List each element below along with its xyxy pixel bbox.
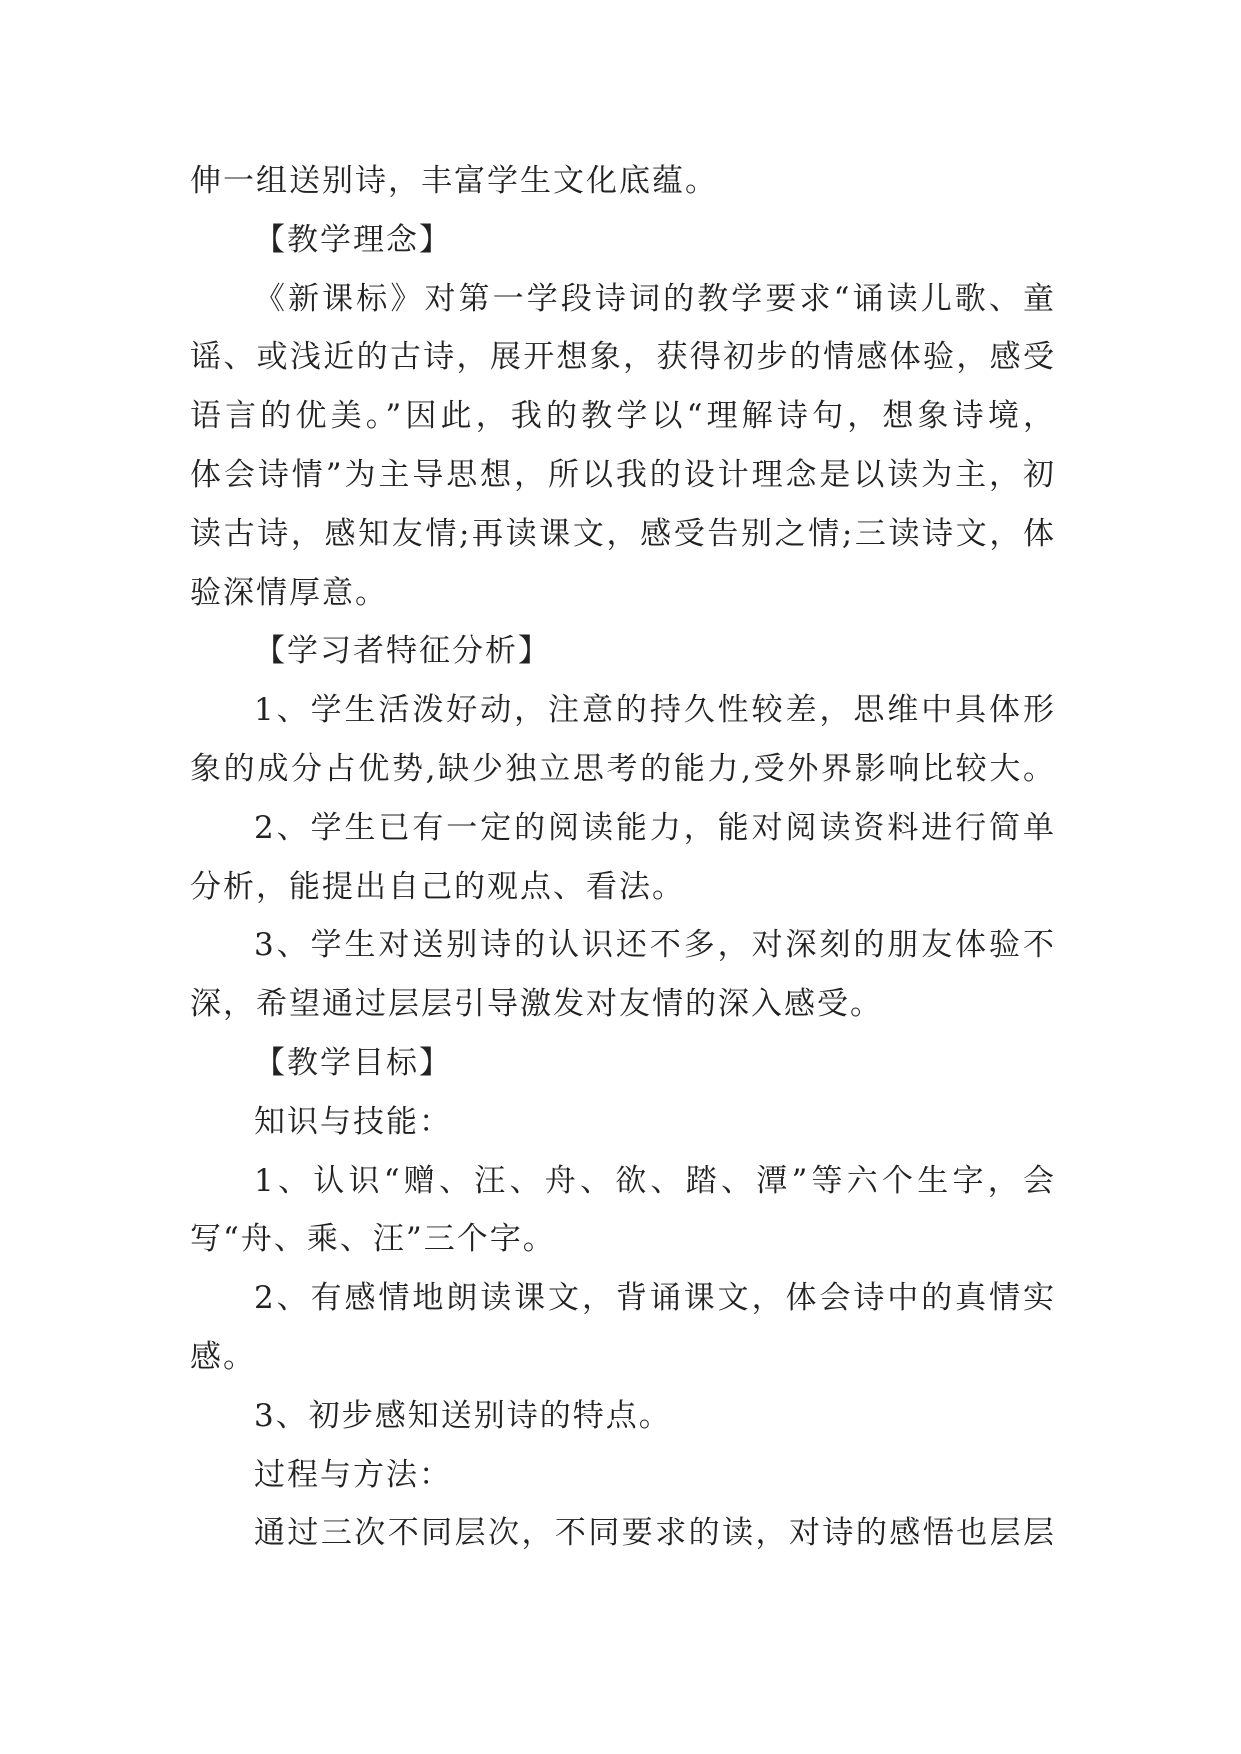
text-line: 伸一组送别诗，丰富学生文化底蕴。 [190,163,718,199]
text-line: 3、初步感知送别诗的特点。 [254,1397,672,1434]
text-line: 分析，能提出自己的观点、看法。 [190,868,685,905]
text-line: 《新课标》对第一学段诗词的教学要求“诵读儿歌、童 [254,280,1056,317]
text-line: 体会诗情”为主导思想，所以我的设计理念是以读为主，初 [190,456,1056,493]
subheading-process-methods: 过程与方法： [254,1456,452,1493]
text-line: 感。 [190,1338,256,1375]
section-heading-learner-analysis: 【学习者特征分析】 [254,633,551,670]
text-line: 1、学生活泼好动，注意的持久性较差，思维中具体形 [254,692,1056,729]
text-line: 验深情厚意。 [190,574,388,611]
section-heading-teaching-philosophy: 【教学理念】 [254,221,452,258]
text-line: 2、学生已有一定的阅读能力，能对阅读资料进行简单 [254,809,1056,846]
text-line: 谣、或浅近的古诗，展开想象，获得初步的情感体验，感受 [190,339,1056,376]
text-line: 读古诗，感知友情;再读课文，感受告别之情;三读诗文，体 [190,515,1056,552]
text-line: 象的成分占优势,缺少独立思考的能力,受外界影响比较大。 [190,750,1056,787]
text-line: 1、认识“赠、汪、舟、欲、踏、潭”等六个生字，会 [254,1162,1056,1199]
document-body [190,152,1056,1563]
text-line: 2、有感情地朗读课文，背诵课文，体会诗中的真情实 [254,1280,1056,1317]
text-line: 通过三次不同层次，不同要求的读，对诗的感悟也层层 [254,1515,1056,1552]
text-line: 深，希望通过层层引导激发对友情的深入感受。 [190,986,883,1023]
text-line: 语言的优美。”因此，我的教学以“理解诗句，想象诗境， [190,398,1056,435]
text-line: 写“舟、乘、汪”三个字。 [190,1221,556,1258]
subheading-knowledge-skills: 知识与技能： [254,1103,452,1140]
section-heading-teaching-goals: 【教学目标】 [254,1044,452,1081]
text-line: 3、学生对送别诗的认识还不多，对深刻的朋友体验不 [254,927,1056,964]
